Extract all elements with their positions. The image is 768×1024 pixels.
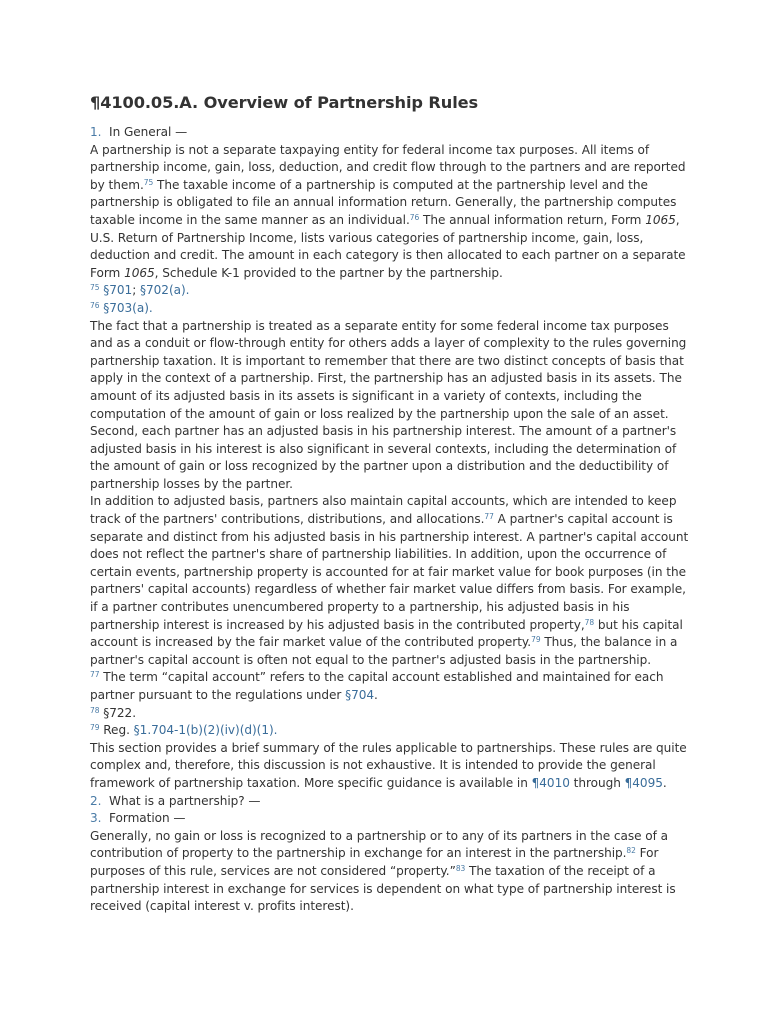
citation-link[interactable]: §704 (345, 688, 375, 702)
footnote-ref[interactable]: 76 (409, 212, 420, 222)
section-number: 3. (90, 811, 102, 826)
article-body (90, 92, 690, 916)
paragraph: Generally, no gain or loss is recognized to a partnership or to any of its partners in the case of a contribution of property to the partnership in exchange for an interest in the partnership.$^{82}$ For purposes of this rule, services are not considered “property.”$^{83}$ The taxation of the receipt of a partnership interest in exchange for services is dependent on what type of partnership interest is received (capital interest v. profits interest). (90, 828, 676, 914)
section-heading-text: What is a partnership? — (109, 793, 261, 808)
section-heading-text: Formation — (109, 811, 186, 826)
citation-link[interactable]: §1.704-1(b)(2)(iv)(d)(1) (133, 723, 274, 738)
footnote-ref[interactable]: 78 (584, 617, 595, 627)
citation-link[interactable]: §702(a) (140, 283, 186, 298)
footnote-ref[interactable]: 79 (531, 635, 541, 645)
paragraph-link[interactable]: ¶4010 (531, 775, 570, 790)
section-number: 2. (90, 793, 102, 808)
citation-text: §722 (103, 705, 133, 720)
footnote-75: $^{75}$ §701; §702(a). (90, 283, 190, 298)
footnote-76: $^{76}$ §703(a). (90, 300, 153, 315)
paragraph-link[interactable]: ¶4095 (624, 775, 663, 790)
page-title: ¶4100.05.A. Overview of Partnership Rules (90, 93, 479, 112)
section-heading-3 (90, 810, 690, 828)
paragraph: A partnership is not a separate taxpaying entity for federal income tax purposes. All items of partnership income, gain, loss, deduction, and credit flow through to the partners and are reported by them.$^{75}$ The taxable income of a partnership is computed at the partnership level and the partnership is obligated to file an annual information return. Generally, the partnership computes taxable income in the same manner as an individual.$^{76}$ The annual information return, Form 1065, U.S. Return of Partnership Income, lists various categories of partnership income, gain, loss, deduction and credit. The amount in each category is then allocated to each partner on a separate Form 1065, Schedule K-1 provided to the partner by the partnership. (90, 142, 686, 280)
footnote-ref[interactable]: 82 (626, 846, 636, 856)
paragraph: In addition to adjusted basis, partners also maintain capital accounts, which are intended to keep track of the partners' contributions, distributions, and allocations.$^{77}$ A partner's capital account is separate and distinct from his adjusted basis in his partnership interest. A partner's capital account does not reflect the partner's share of partnership liabilities. In addition, upon the occurrence of certain events, partnership property is accounted for at fair market value for book purposes (in the partners' capital accounts) regardless of whether fair market value differs from basis. For example, if a partner contributes unencumbered property to a partnership, his adjusted basis in his partnership interest is increased by his adjusted basis in the contributed property,$^{78}$ but his capital account is increased by the fair market value of the contributed property.$^{79}$ Thus, the balance in a partner's capital account is often not equal to the partner's adjusted basis in the partnership. (90, 494, 689, 667)
footnote-77: $^{77}$ The term “capital account” refers to the capital account established and maintained for each partner pursuant to the regulations under §704. (90, 670, 664, 702)
citation-link[interactable]: §701 (103, 283, 133, 298)
footnote-ref[interactable]: 77 (484, 512, 494, 522)
footnote-78: $^{78}$ §722. (90, 705, 136, 720)
section-number: 1. (90, 125, 102, 139)
section-heading-1 (90, 124, 690, 142)
section-heading-text: In General — (109, 125, 188, 139)
section-heading-2 (90, 793, 690, 811)
paragraph: This section provides a brief summary of the rules applicable to partnerships. These rules are quite complex and, therefore, this discussion is not exhaustive. It is intended to provide the general framework of partnership taxation. More specific guidance is available in ¶4010 through ¶4095. (90, 740, 687, 790)
footnote-ref[interactable]: 83 (455, 863, 466, 873)
footnote-ref[interactable]: 75 (143, 177, 154, 187)
footnote-79: $^{79}$ Reg. §1.704-1(b)(2)(iv)(d)(1). (90, 723, 278, 738)
citation-link[interactable]: §703(a) (103, 300, 149, 315)
paragraph: The fact that a partnership is treated as a separate entity for some federal income tax purposes and as a conduit or flow-through entity for others adds a layer of complexity to the rules governing partnership taxation. It is important to remember that there are two distinct concepts of basis that apply in the context of a partnership. First, the partnership has an adjusted basis in its assets. The amount of its adjusted basis in its assets is significant in a variety of contexts, including the computation of the amount of gain or loss realized by the partnership upon the sale of an asset. Second, each partner has an adjusted basis in his partnership interest. The amount of a partner's adjusted basis in his interest is also significant in several contexts, including the determination of the amount of gain or loss recognized by the partner upon a distribution and the deductibility of partnership losses by the partner. (90, 318, 687, 491)
